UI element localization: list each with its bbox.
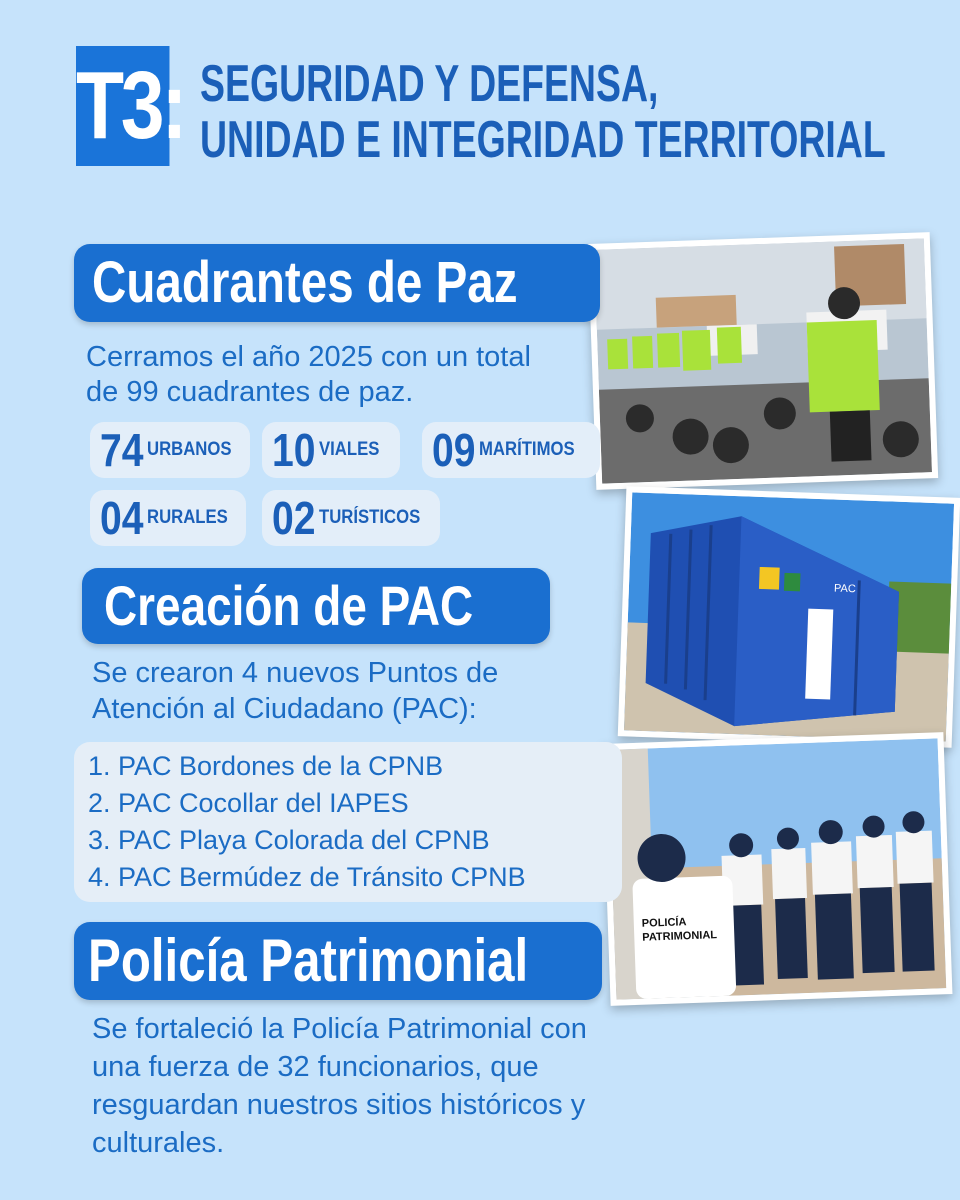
stat-number: 09 xyxy=(432,424,476,476)
list-item: 4. PAC Bermúdez de Tránsito CPNB xyxy=(88,862,526,892)
pac-text-line1: Se crearon 4 nuevos Puntos de xyxy=(92,657,499,689)
photo-policia-patrimonial xyxy=(602,732,953,1006)
list-item: 1. PAC Bordones de la CPNB xyxy=(88,751,444,781)
section-title-patrimonial: Policía Patrimonial xyxy=(74,922,602,1000)
stat-label: RURALES xyxy=(147,507,228,528)
stat-viales xyxy=(262,422,400,478)
stat-label: MARÍTIMOS xyxy=(479,439,575,460)
pac-booth-image xyxy=(624,492,954,741)
stat-number: 04 xyxy=(100,492,144,544)
stat-turisticos xyxy=(262,490,440,546)
patrimonial-text-line3: resguardan nuestros sitios históricos y xyxy=(92,1089,586,1121)
stat-number: 02 xyxy=(272,492,316,544)
patrimonial-text-line4: culturales. xyxy=(92,1127,225,1159)
pac-list xyxy=(74,742,622,902)
photo-police-motorcycles xyxy=(588,232,938,490)
vest-text-line2: PATRIMONIAL xyxy=(642,929,718,944)
photo-pac-booth xyxy=(618,486,960,748)
section-title-cuadrantes: Cuadrantes de Paz xyxy=(74,244,600,322)
stat-label: VIALES xyxy=(319,439,380,460)
policia-patrimonial-image xyxy=(608,738,947,999)
patrimonial-text-line2: una fuerza de 32 funcionarios, que xyxy=(92,1051,539,1083)
section-badge: T3: xyxy=(76,46,169,166)
vest-text-line1: POLICÍA xyxy=(641,916,687,930)
booth-label: PAC xyxy=(833,582,857,596)
stat-number: 10 xyxy=(272,424,316,476)
stat-rurales xyxy=(90,490,246,546)
stat-label: TURÍSTICOS xyxy=(319,507,421,528)
header-title-line2: UNIDAD E INTEGRIDAD TERRITORIAL xyxy=(200,111,886,169)
stat-maritimos xyxy=(422,422,600,478)
header-title-line1: SEGURIDAD Y DEFENSA, xyxy=(200,55,659,113)
stat-label: URBANOS xyxy=(147,439,232,460)
stat-urbanos xyxy=(90,422,250,478)
police-motorcycles-image xyxy=(594,238,932,483)
pac-text-line2: Atención al Ciudadano (PAC): xyxy=(92,693,477,725)
stat-number: 74 xyxy=(100,424,144,476)
list-item: 2. PAC Cocollar del IAPES xyxy=(88,788,409,818)
cuadrantes-text-line2: de 99 cuadrantes de paz. xyxy=(86,376,414,408)
list-item: 3. PAC Playa Colorada del CPNB xyxy=(88,825,490,855)
cuadrantes-text-line1: Cerramos el año 2025 con un total xyxy=(86,341,531,373)
patrimonial-text-line1: Se fortaleció la Policía Patrimonial con xyxy=(92,1013,587,1045)
section-title-pac: Creación de PAC xyxy=(82,568,550,644)
